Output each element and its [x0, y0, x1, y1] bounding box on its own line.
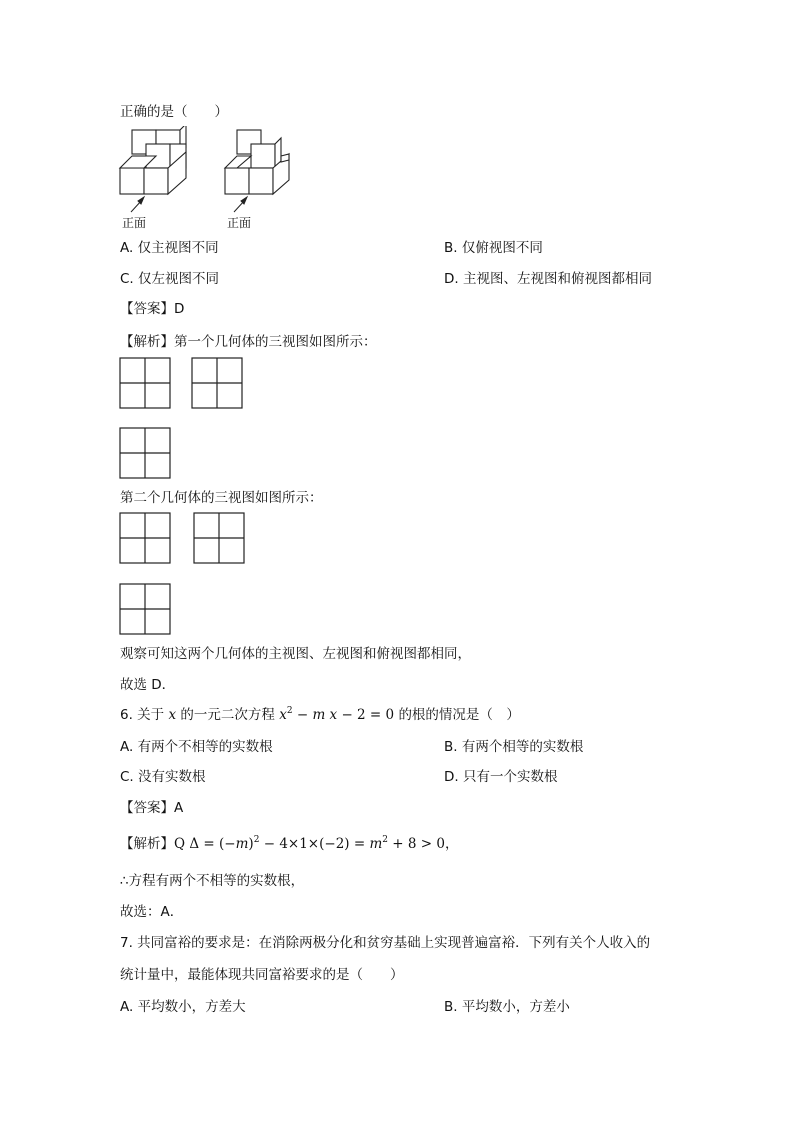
q6-answer: 【答案】A	[120, 800, 184, 816]
q6-analysis-label: 【解析】	[120, 836, 174, 852]
conclusion-q5: 故选 D．	[120, 677, 176, 693]
view-grid-2-front	[119, 512, 173, 566]
cube-stack-1	[120, 126, 186, 194]
view-grid-1-front	[119, 357, 173, 411]
figure-label-front-2: 正面	[227, 216, 252, 230]
analysis-intro: 【解析】第一个几何体的三视图如图所示：	[120, 334, 377, 350]
option-d: D. 主视图、左视图和俯视图都相同	[444, 271, 652, 287]
figure-label-front-1: 正面	[122, 216, 147, 230]
option-b: B. 仅俯视图不同	[444, 240, 543, 256]
q6-suffix: 的根的情况是（ ）	[398, 707, 520, 723]
q6-variable: x	[168, 707, 177, 723]
observe-text: 观察可知这两个几何体的主视图、左视图和俯视图都相同，	[120, 646, 471, 662]
q7-option-b: B. 平均数小，方差小	[444, 999, 570, 1015]
q6-therefore: ∴方程有两个不相等的实数根，	[120, 873, 305, 889]
q6-option-a: A. 有两个不相等的实数根	[120, 739, 273, 755]
answer-label: 【答案】D	[120, 301, 185, 317]
option-c: C. 仅左视图不同	[120, 271, 220, 287]
q6-discriminant: Q $\Delta = (-m)^2 - 4\times 1\times(-2) = m^2 + 8 > 0$	[174, 835, 445, 852]
question-stem-tail: 正确的是（ ）	[120, 104, 228, 120]
question-6-stem	[120, 706, 520, 724]
q6-option-c: C. 没有实数根	[120, 769, 206, 785]
view-grid-1-left	[191, 357, 245, 411]
q6-option-b: B. 有两个相等的实数根	[444, 739, 584, 755]
cube-stack-figures	[118, 126, 318, 234]
question-7-line-1: 7. 共同富裕的要求是：在消除两极分化和贫穷基础上实现普遍富裕．下列有关个人收入的	[120, 935, 651, 951]
q6-equation: $x^2 - m$ x − 2 = 0	[279, 706, 395, 723]
option-a: A. 仅主视图不同	[120, 240, 219, 256]
q6-conclusion: 故选：A．	[120, 904, 184, 920]
q6-analysis: 【解析】Q $\Delta = (-m)^2 - 4\times 1\times(-2) = m^2 + 8 > 0$，	[120, 835, 459, 852]
view-grid-1-top	[119, 427, 173, 481]
view-grid-2-top	[119, 583, 173, 637]
q6-middle: 的一元二次方程	[180, 707, 275, 723]
q7-option-a: A. 平均数小，方差大	[120, 999, 246, 1015]
view-grid-2-left	[193, 512, 247, 566]
q6-option-d: D. 只有一个实数根	[444, 769, 558, 785]
cube-stack-2	[225, 130, 289, 194]
q6-prefix: 6. 关于	[120, 707, 165, 723]
question-7-line-2: 统计量中，最能体现共同富裕要求的是（ ）	[120, 967, 404, 983]
second-intro: 第二个几何体的三视图如图所示：	[120, 490, 323, 506]
